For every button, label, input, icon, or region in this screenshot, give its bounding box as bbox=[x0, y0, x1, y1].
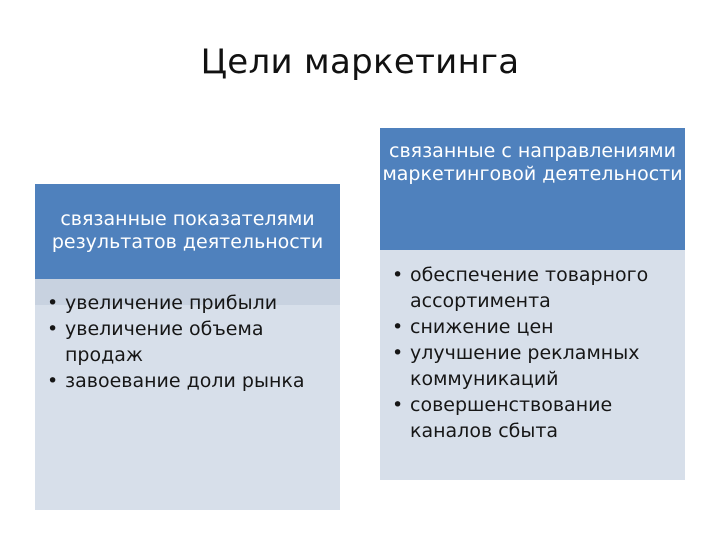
bullet-icon: • bbox=[392, 342, 404, 364]
bullet-icon: • bbox=[392, 316, 404, 338]
bullet-icon: • bbox=[47, 318, 59, 340]
left-goals-list bbox=[47, 290, 337, 394]
list-item-text: завоевание доли рынка bbox=[65, 370, 305, 392]
page-title: Цели маркетинга bbox=[200, 42, 520, 82]
list-item bbox=[392, 340, 682, 392]
list-item-text: совершенствование каналов сбыта bbox=[410, 394, 613, 442]
list-item-text: увеличение прибыли bbox=[65, 292, 278, 314]
list-item-text: обеспечение товарного ассортимента bbox=[410, 264, 649, 312]
right-box-header: связанные с направлениями маркетинговой деятельности bbox=[380, 128, 685, 250]
list-item bbox=[47, 316, 337, 368]
right-goals-list bbox=[392, 262, 682, 444]
left-box-header: связанные показателями результатов деятельности bbox=[35, 184, 340, 279]
list-item bbox=[392, 314, 682, 340]
list-item bbox=[47, 368, 337, 394]
list-item-text: улучшение рекламных коммуникаций bbox=[410, 342, 640, 390]
list-item bbox=[392, 392, 682, 444]
list-item-text: увеличение объема продаж bbox=[65, 318, 264, 366]
list-item bbox=[47, 290, 337, 316]
list-item bbox=[392, 262, 682, 314]
bullet-icon: • bbox=[47, 370, 59, 392]
right-goals-box bbox=[380, 128, 685, 480]
bullet-icon: • bbox=[392, 264, 404, 286]
list-item-text: снижение цен bbox=[410, 316, 554, 338]
bullet-icon: • bbox=[392, 394, 404, 416]
bullet-icon: • bbox=[47, 292, 59, 314]
left-goals-box bbox=[35, 184, 340, 510]
